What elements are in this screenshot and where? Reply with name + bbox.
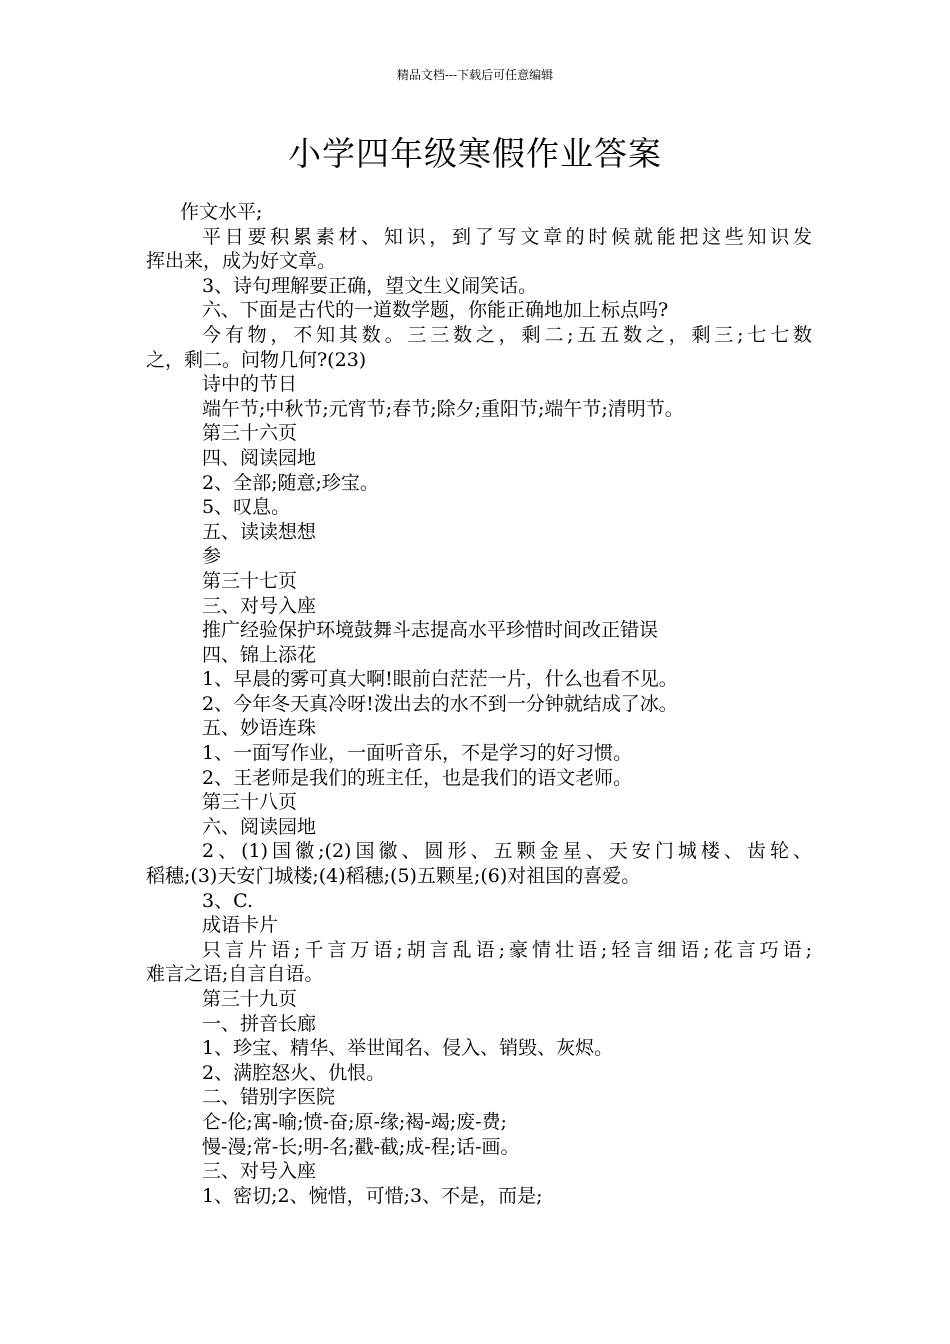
text-line: 作文水平; (180, 201, 263, 223)
text-line: 1、一面写作业，一面听音乐，不是学习的好习惯。 (202, 742, 633, 765)
text-line: 平日要积累素材、知识，到了写文章的时候就能把这些知识发 (202, 225, 812, 248)
text-line: 2、王老师是我们的班主任，也是我们的语文老师。 (202, 766, 633, 789)
page-title: 小学四年级寒假作业答案 (288, 134, 662, 173)
text-line: 第三十七页 (202, 569, 298, 592)
text-line: 三、对号入座 (202, 594, 317, 617)
page-header: 精品文档---下载后可任意编辑 (396, 68, 554, 82)
text-line: 3、C. (202, 889, 253, 912)
text-line: 第三十九页 (202, 988, 298, 1010)
text-line: 诗中的节日 (202, 373, 298, 396)
text-line: 第三十八页 (202, 791, 298, 814)
text-line: 三、对号入座 (202, 1160, 317, 1183)
text-line: 仑-伦;寓-喻;愤-奋;原-缘;褐-竭;废-费; (202, 1110, 507, 1133)
text-line: 六、下面是古代的一道数学题，你能正确地加上标点吗? (202, 299, 669, 322)
text-line: 2、全部;随意;珍宝。 (202, 471, 379, 494)
text-line: 2、今年冬天真冷呀!泼出去的水不到一分钟就结成了冰。 (202, 692, 678, 715)
text-line: 只言片语;千言万语;胡言乱语;豪情壮语;轻言细语;花言巧语; (202, 938, 812, 961)
text-line: 二、错别字医院 (202, 1086, 336, 1109)
text-line: 四、锦上添花 (202, 643, 317, 666)
document-body (146, 200, 812, 1208)
text-line: 六、阅读园地 (202, 815, 317, 838)
text-line: 1、密切;2、惋惜，可惜;3、不是，而是; (202, 1184, 543, 1207)
text-line: 今有物，不知其数。三三数之，剩二;五五数之，剩三;七七数 (202, 323, 812, 346)
text-line: 一、拼音长廊 (202, 1012, 317, 1035)
text-line: 5、叹息。 (202, 496, 291, 519)
text-line: 慢-漫;常-长;明-名;戳-截;成-程;话-画。 (202, 1135, 520, 1158)
text-line: 1、早晨的雾可真大啊!眼前白茫茫一片，什么也看不见。 (202, 668, 678, 691)
text-line: 参 (202, 545, 222, 568)
text-line: 2、满腔怒火、仇恨。 (202, 1061, 386, 1084)
text-line: 四、阅读园地 (202, 446, 317, 469)
text-line: 五、妙语连珠 (202, 717, 317, 740)
text-line: 成语卡片 (202, 914, 279, 937)
text-line: 2、(1)国徽;(2)国徽、圆形、五颗金星、天安门城楼、齿轮、 (202, 840, 812, 863)
text-line: 五、读读想想 (202, 520, 317, 543)
text-line: 难言之语;自言自语。 (146, 963, 324, 986)
text-line: 第三十六页 (202, 422, 298, 445)
text-line: 端午节;中秋节;元宵节;春节;除夕;重阳节;端午节;清明节。 (202, 397, 684, 420)
text-line: 3、诗句理解要正确，望文生义闹笑话。 (202, 274, 538, 297)
text-line: 之，剩二。问物几何?(23) (146, 348, 367, 371)
text-line: 1、珍宝、精华、举世闻名、侵入、销毁、灰烬。 (202, 1037, 614, 1060)
text-line: 推广经验保护环境鼓舞斗志提高水平珍惜时间改正错误 (202, 619, 659, 642)
text-line: 挥出来，成为好文章。 (146, 250, 337, 273)
text-line: 稻穗;(3)天安门城楼;(4)稻穗;(5)五颗星;(6)对祖国的喜爱。 (146, 865, 641, 888)
